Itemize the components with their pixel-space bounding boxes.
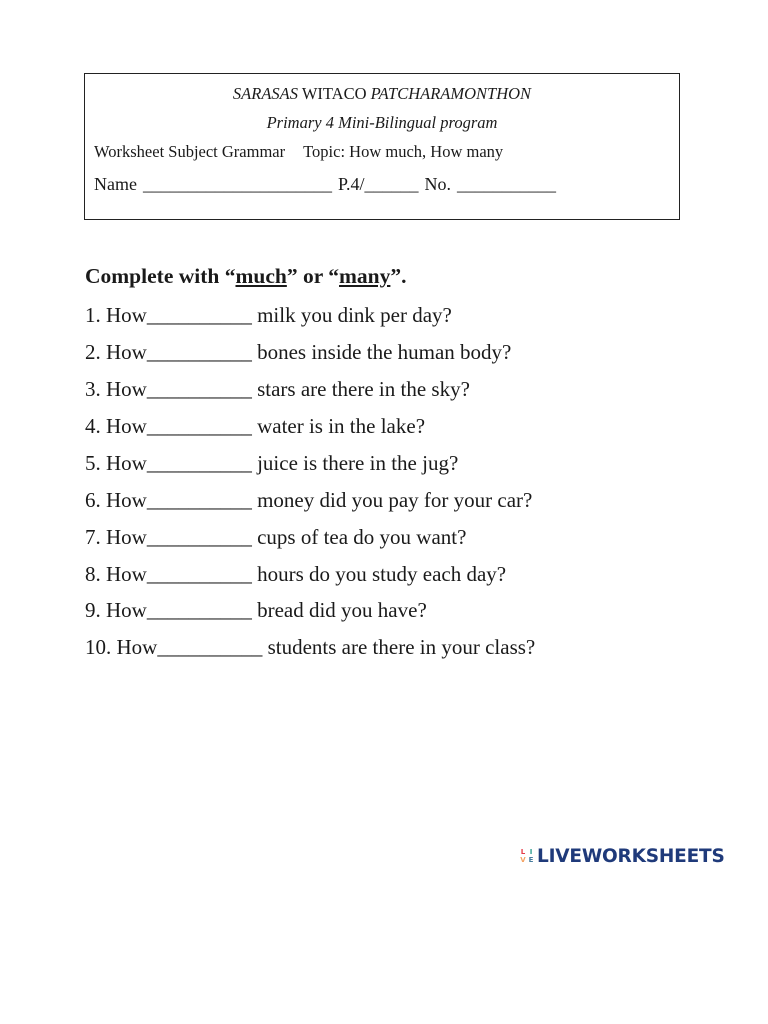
liveworksheets-logo [519, 846, 725, 866]
keyword-much: much [235, 264, 287, 288]
question-7[interactable]: 7. How__________ cups of tea do you want? [85, 525, 467, 549]
name-label: Name [94, 174, 137, 194]
question-9[interactable]: 9. How__________ bread did you have? [85, 598, 427, 622]
liveworksheets-logo-icon [519, 848, 535, 864]
instruction-heading: Complete with “much” or “many”. [85, 264, 407, 288]
question-2[interactable]: 2. How__________ bones inside the human body? [85, 340, 512, 364]
school-name: SARASAS WITACO PATCHARAMONTHON [232, 84, 532, 103]
question-4[interactable]: 4. How__________ water is in the lake? [85, 414, 426, 438]
worksheet-header-box [84, 73, 680, 220]
topic-label: Topic: How much, How many [303, 142, 504, 161]
liveworksheets-logo-text: LIVEWORKSHEETS [537, 845, 725, 867]
class-label[interactable]: P.4/______ [337, 174, 419, 194]
subject-topic-line [94, 142, 503, 162]
keyword-many: many [339, 264, 391, 288]
question-6[interactable]: 6. How__________ money did you pay for your car? [85, 488, 533, 512]
number-label: No. [424, 174, 452, 194]
logo-letter-v: V [520, 856, 526, 864]
number-blank[interactable]: ___________ [457, 174, 557, 194]
name-blank[interactable]: _____________________ [142, 174, 332, 194]
logo-letter-l: L [520, 848, 526, 856]
program-name: Primary 4 Mini-Bilingual program [266, 113, 498, 132]
question-5[interactable]: 5. How__________ juice is there in the jug? [85, 451, 459, 475]
student-info-line [94, 174, 556, 194]
question-8[interactable]: 8. How__________ hours do you study each day? [85, 562, 507, 586]
question-3[interactable]: 3. How__________ stars are there in the sky? [85, 377, 470, 401]
subject-label: Worksheet Subject Grammar [94, 142, 286, 161]
logo-letter-e: E [528, 856, 534, 864]
question-1[interactable]: 1. How__________ milk you dink per day? [85, 303, 452, 327]
logo-letter-i: I [529, 848, 533, 856]
question-10[interactable]: 10. How__________ students are there in your class? [85, 635, 536, 659]
